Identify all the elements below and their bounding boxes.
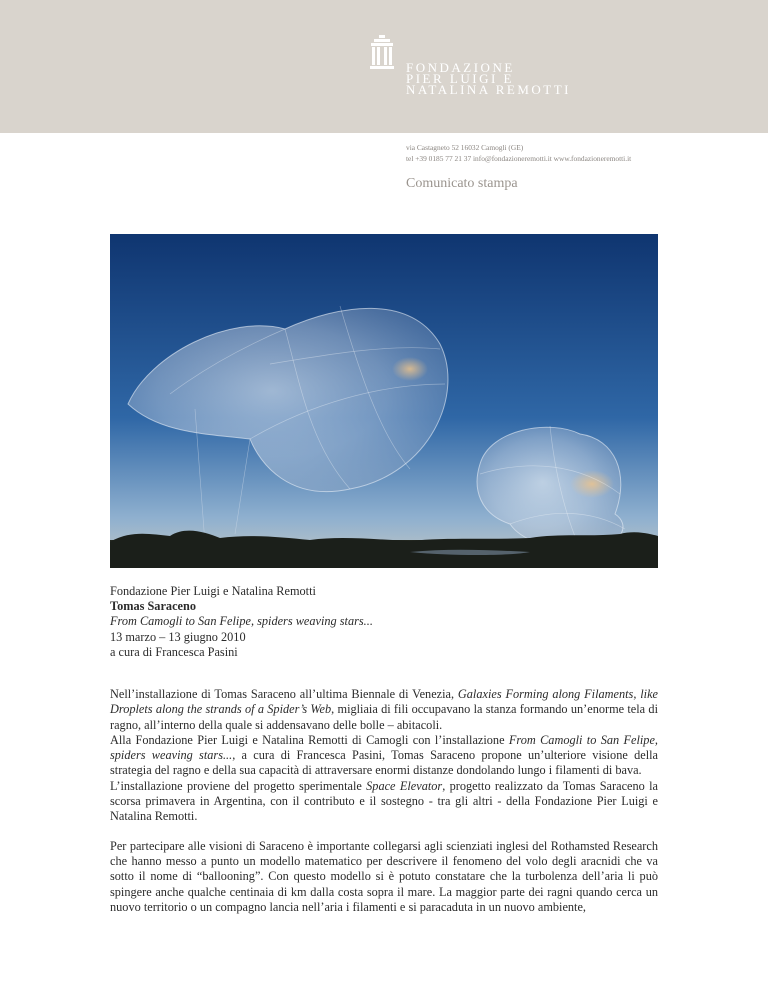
paragraph-1-artwork-title: Galaxies Forming along Filaments, like Droplets along the strands of a Spider’s Web bbox=[110, 687, 658, 717]
logo-line-3: NATALINA REMOTTI bbox=[406, 82, 571, 97]
artist-name: Tomas Saraceno bbox=[110, 599, 196, 614]
contacts-line: tel +39 0185 77 21 37 info@fondazioneremotti.it www.fondazioneremotti.it bbox=[406, 154, 632, 163]
institution-name: Fondazione Pier Luigi e Natalina Remotti bbox=[110, 584, 316, 598]
paragraph-2-text-end: , a cura di Francesca Pasini, Tomas Saraceno propone un’ulteriore visione della strategia del ragno e della sua capacità di attraversare enormi distanze dondolando lungo i filamenti di bava. bbox=[110, 748, 658, 778]
paragraph-3-text-end: , progetto realizzato da Tomas Saraceno la scorsa primavera in Argentina, con il contributo e il sostegno - tra gli altri - della Fondazione Pier Luigi e Natalina Remotti. bbox=[110, 778, 658, 824]
exhibition-dates: 13 marzo – 13 giugno 2010 bbox=[110, 629, 246, 644]
paragraph-3-project-title: Space Elevator bbox=[366, 778, 443, 793]
press-release-body bbox=[110, 687, 658, 915]
contact-block bbox=[406, 142, 631, 164]
artwork-photo bbox=[110, 234, 658, 568]
paragraph-4: Per partecipare alle visioni di Saraceno è importante collegarsi agli scienziati inglesi del Rothamsted Research che hanno messo a punto un modello matematico per descrivere il fenomeno del volo degli aracnidi che va sotto il nome di “ballooning”. Con questo modello si è potuto constatare che la turbolenza dell’aria li può spingere anche qualche centinaia di km dalla costa sopra il mare. La maggior parte dei ragni quando cerca un nuovo territorio o un compagno lancia nell’aria i filamenti e si paracaduta in un nuovo ambiente, bbox=[110, 838, 658, 914]
paragraph-2 bbox=[110, 733, 658, 779]
logo-line-1: FONDAZIONE bbox=[406, 60, 515, 75]
paragraph-3 bbox=[110, 779, 658, 825]
exhibition-curator: a cura di Francesca Pasini bbox=[110, 644, 238, 659]
address-line: via Castagneto 52 16032 Camogli (GE) bbox=[406, 143, 524, 152]
exhibition-info bbox=[110, 584, 373, 660]
logo-line-2: PIER LUIGI E bbox=[406, 71, 514, 86]
paragraph-1-text: Nell’installazione di Tomas Saraceno all’ultima Biennale di Venezia, bbox=[110, 687, 458, 701]
paragraph-3-text: L’installazione proviene del progetto sperimentale bbox=[110, 778, 367, 793]
paragraph-2-artwork-title: From Camogli to San Felipe, spiders weaving stars... bbox=[110, 732, 658, 763]
paragraph-1 bbox=[110, 687, 658, 733]
foundation-logo-wordmark bbox=[406, 62, 571, 95]
document-type-label: Comunicato stampa bbox=[406, 176, 518, 191]
paragraph-2-text: Alla Fondazione Pier Luigi e Natalina Remotti di Camogli con l’installazione bbox=[110, 732, 509, 747]
exhibition-title: From Camogli to San Felipe, spiders weaving stars... bbox=[110, 614, 373, 629]
foundation-logo-icon bbox=[370, 35, 394, 69]
paragraph-1-text-end: , migliaia di fili occupavano la stanza formando un’enorme tela di ragno, all’interno della quale si addensavano delle bolle – abitacoli. bbox=[110, 702, 658, 732]
